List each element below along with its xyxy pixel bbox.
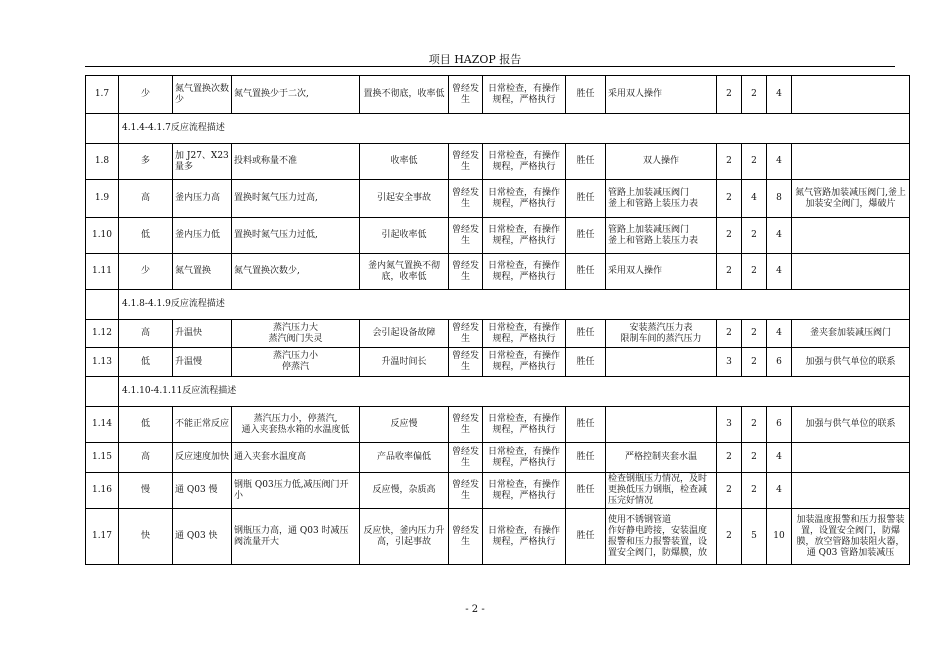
section-blank-cell	[86, 114, 119, 144]
parameter-cell: 氮气置换	[173, 254, 232, 290]
consequence-cell: 反应快，釜内压力升高，引起事故	[360, 509, 449, 565]
recommendation-cell: 加强与供气单位的联系	[792, 348, 910, 377]
section-title: 4.1.4-4.1.7反应流程描述	[119, 114, 910, 144]
severity-cell: 2	[717, 254, 742, 290]
guide-word-cell: 多	[119, 144, 173, 180]
measure-cell: 使用不锈钢管道 作好静电跨接，安装温度报警和压力报警装置，设置安全阀门，防爆膜，放	[606, 509, 717, 565]
likelihood-cell: 4	[742, 180, 767, 218]
risk-cell: 6	[767, 407, 792, 443]
safeguard-cell: 日常检查，有操作规程，严格执行	[483, 144, 566, 180]
consequence-cell: 釜内氮气置换不彻底，收率低	[360, 254, 449, 290]
risk-cell: 4	[767, 218, 792, 254]
cause-cell: 氮气置换次数少,	[232, 254, 360, 290]
row-id-cell: 1.11	[86, 254, 119, 290]
recommendation-cell: 釜夹套加装减压阀门	[792, 320, 910, 348]
consequence-cell: 反应慢	[360, 407, 449, 443]
section-blank-cell	[86, 377, 119, 407]
frequency-cell: 曾经发生	[449, 509, 483, 565]
measure-cell: 安装蒸汽压力表 限制车间的蒸汽压力	[606, 320, 717, 348]
guide-word-cell: 高	[119, 320, 173, 348]
row-id-cell: 1.10	[86, 218, 119, 254]
cause-cell: 蒸汽压力大 蒸汽阀门失灵	[232, 320, 360, 348]
guide-word-cell: 高	[119, 180, 173, 218]
competence-cell: 胜任	[566, 218, 606, 254]
frequency-cell: 曾经发生	[449, 180, 483, 218]
parameter-cell: 升温慢	[173, 348, 232, 377]
guide-word-cell: 低	[119, 218, 173, 254]
safeguard-cell: 日常检查，有操作规程，严格执行	[483, 76, 566, 114]
frequency-cell: 曾经发生	[449, 144, 483, 180]
severity-cell: 3	[717, 407, 742, 443]
parameter-cell: 氮气置换次数少	[173, 76, 232, 114]
table-row	[86, 509, 910, 565]
consequence-cell: 产品收率偏低	[360, 443, 449, 473]
safeguard-cell: 日常检查，有操作规程，严格执行	[483, 180, 566, 218]
likelihood-cell: 2	[742, 144, 767, 180]
parameter-cell: 釜内压力高	[173, 180, 232, 218]
likelihood-cell: 2	[742, 473, 767, 509]
recommendation-cell	[792, 76, 910, 114]
frequency-cell: 曾经发生	[449, 473, 483, 509]
consequence-cell: 升温时间长	[360, 348, 449, 377]
section-title: 4.1.8-4.1.9反应流程描述	[119, 290, 910, 320]
measure-cell	[606, 407, 717, 443]
header-rule	[85, 66, 895, 67]
section-row	[86, 290, 910, 320]
row-id-cell: 1.7	[86, 76, 119, 114]
cause-cell: 钢瓶 Q03压力低,减压阀门开小	[232, 473, 360, 509]
competence-cell: 胜任	[566, 473, 606, 509]
parameter-cell: 升温快	[173, 320, 232, 348]
consequence-cell: 收率低	[360, 144, 449, 180]
cause-cell: 氮气置换少于二次,	[232, 76, 360, 114]
guide-word-cell: 少	[119, 254, 173, 290]
frequency-cell: 曾经发生	[449, 348, 483, 377]
table-row	[86, 76, 910, 114]
competence-cell: 胜任	[566, 180, 606, 218]
safeguard-cell: 日常检查，有操作规程，严格执行	[483, 407, 566, 443]
row-id-cell: 1.12	[86, 320, 119, 348]
table-row	[86, 144, 910, 180]
safeguard-cell: 日常检查，有操作规程，严格执行	[483, 509, 566, 565]
measure-cell: 检查钢瓶压力情况，及时更换低压力钢瓶，检查减压完好情况	[606, 473, 717, 509]
safeguard-cell: 日常检查，有操作规程，严格执行	[483, 320, 566, 348]
hazop-table	[85, 75, 910, 565]
table-row	[86, 473, 910, 509]
recommendation-cell	[792, 473, 910, 509]
table-row	[86, 320, 910, 348]
guide-word-cell: 高	[119, 443, 173, 473]
guide-word-cell: 低	[119, 407, 173, 443]
consequence-cell: 会引起设备故障	[360, 320, 449, 348]
recommendation-cell	[792, 254, 910, 290]
risk-cell: 8	[767, 180, 792, 218]
severity-cell: 2	[717, 144, 742, 180]
risk-cell: 6	[767, 348, 792, 377]
row-id-cell: 1.16	[86, 473, 119, 509]
measure-cell	[606, 348, 717, 377]
table-row	[86, 180, 910, 218]
safeguard-cell: 日常检查，有操作规程，严格执行	[483, 254, 566, 290]
measure-cell: 管路上加装减压阀门 釜上和管路上装压力表	[606, 218, 717, 254]
parameter-cell: 加 J27、X23量多	[173, 144, 232, 180]
likelihood-cell: 2	[742, 254, 767, 290]
likelihood-cell: 2	[742, 320, 767, 348]
likelihood-cell: 2	[742, 76, 767, 114]
frequency-cell: 曾经发生	[449, 254, 483, 290]
row-id-cell: 1.17	[86, 509, 119, 565]
parameter-cell: 反应速度加快	[173, 443, 232, 473]
cause-cell: 钢瓶压力高，通 Q03 时减压阀流量开大	[232, 509, 360, 565]
likelihood-cell: 2	[742, 407, 767, 443]
row-id-cell: 1.14	[86, 407, 119, 443]
severity-cell: 2	[717, 473, 742, 509]
risk-cell: 4	[767, 320, 792, 348]
competence-cell: 胜任	[566, 407, 606, 443]
likelihood-cell: 5	[742, 509, 767, 565]
parameter-cell: 釜内压力低	[173, 218, 232, 254]
measure-cell: 采用双人操作	[606, 76, 717, 114]
severity-cell: 2	[717, 443, 742, 473]
section-row	[86, 377, 910, 407]
cause-cell: 蒸汽压力小，停蒸汽, 通入夹套热水箱的水温度低	[232, 407, 360, 443]
severity-cell: 2	[717, 218, 742, 254]
hazop-table-body	[86, 76, 910, 565]
competence-cell: 胜任	[566, 254, 606, 290]
consequence-cell: 引起安全事故	[360, 180, 449, 218]
risk-cell: 4	[767, 76, 792, 114]
risk-cell: 10	[767, 509, 792, 565]
consequence-cell: 置换不彻底，收率低	[360, 76, 449, 114]
severity-cell: 2	[717, 509, 742, 565]
guide-word-cell: 快	[119, 509, 173, 565]
section-row	[86, 114, 910, 144]
page-header-title: 项目 HAZOP 报告	[428, 53, 522, 66]
competence-cell: 胜任	[566, 144, 606, 180]
row-id-cell: 1.15	[86, 443, 119, 473]
table-row	[86, 218, 910, 254]
parameter-cell: 通 Q03 快	[173, 509, 232, 565]
competence-cell: 胜任	[566, 76, 606, 114]
guide-word-cell: 慢	[119, 473, 173, 509]
recommendation-cell: 加强与供气单位的联系	[792, 407, 910, 443]
recommendation-cell	[792, 144, 910, 180]
competence-cell: 胜任	[566, 320, 606, 348]
measure-cell: 严格控制夹套水温	[606, 443, 717, 473]
guide-word-cell: 低	[119, 348, 173, 377]
page-number: - 2 -	[465, 604, 485, 615]
table-row	[86, 407, 910, 443]
risk-cell: 4	[767, 443, 792, 473]
guide-word-cell: 少	[119, 76, 173, 114]
recommendation-cell	[792, 218, 910, 254]
cause-cell: 蒸汽压力小 停蒸汽	[232, 348, 360, 377]
risk-cell: 4	[767, 473, 792, 509]
severity-cell: 2	[717, 320, 742, 348]
frequency-cell: 曾经发生	[449, 320, 483, 348]
safeguard-cell: 日常检查，有操作规程，严格执行	[483, 218, 566, 254]
cause-cell: 通入夹套水温度高	[232, 443, 360, 473]
table-row	[86, 348, 910, 377]
measure-cell: 双人操作	[606, 144, 717, 180]
recommendation-cell: 加装温度报警和压力报警装置，设置安全阀门，防爆膜，放空管路加装阻火器，通 Q03 管路加装减压	[792, 509, 910, 565]
safeguard-cell: 日常检查，有操作规程，严格执行	[483, 443, 566, 473]
measure-cell: 采用双人操作	[606, 254, 717, 290]
competence-cell: 胜任	[566, 509, 606, 565]
recommendation-cell	[792, 443, 910, 473]
consequence-cell: 反应慢，杂质高	[360, 473, 449, 509]
row-id-cell: 1.13	[86, 348, 119, 377]
table-row	[86, 443, 910, 473]
competence-cell: 胜任	[566, 443, 606, 473]
cause-cell: 投料或称量不准	[232, 144, 360, 180]
cause-cell: 置换时氮气压力过低,	[232, 218, 360, 254]
risk-cell: 4	[767, 254, 792, 290]
parameter-cell: 不能正常反应	[173, 407, 232, 443]
likelihood-cell: 2	[742, 348, 767, 377]
likelihood-cell: 2	[742, 443, 767, 473]
severity-cell: 2	[717, 76, 742, 114]
safeguard-cell: 日常检查，有操作规程，严格执行	[483, 473, 566, 509]
competence-cell: 胜任	[566, 348, 606, 377]
row-id-cell: 1.9	[86, 180, 119, 218]
parameter-cell: 通 Q03 慢	[173, 473, 232, 509]
severity-cell: 3	[717, 348, 742, 377]
safeguard-cell: 日常检查，有操作规程，严格执行	[483, 348, 566, 377]
row-id-cell: 1.8	[86, 144, 119, 180]
frequency-cell: 曾经发生	[449, 443, 483, 473]
measure-cell: 管路上加装减压阀门 釜上和管路上装压力表	[606, 180, 717, 218]
section-blank-cell	[86, 290, 119, 320]
frequency-cell: 曾经发生	[449, 76, 483, 114]
severity-cell: 2	[717, 180, 742, 218]
frequency-cell: 曾经发生	[449, 407, 483, 443]
recommendation-cell: 氮气管路加装减压阀门,釜上加装安全阀门，爆破片	[792, 180, 910, 218]
cause-cell: 置换时氮气压力过高,	[232, 180, 360, 218]
table-row	[86, 254, 910, 290]
consequence-cell: 引起收率低	[360, 218, 449, 254]
likelihood-cell: 2	[742, 218, 767, 254]
frequency-cell: 曾经发生	[449, 218, 483, 254]
risk-cell: 4	[767, 144, 792, 180]
section-title: 4.1.10-4.1.11反应流程描述	[119, 377, 910, 407]
